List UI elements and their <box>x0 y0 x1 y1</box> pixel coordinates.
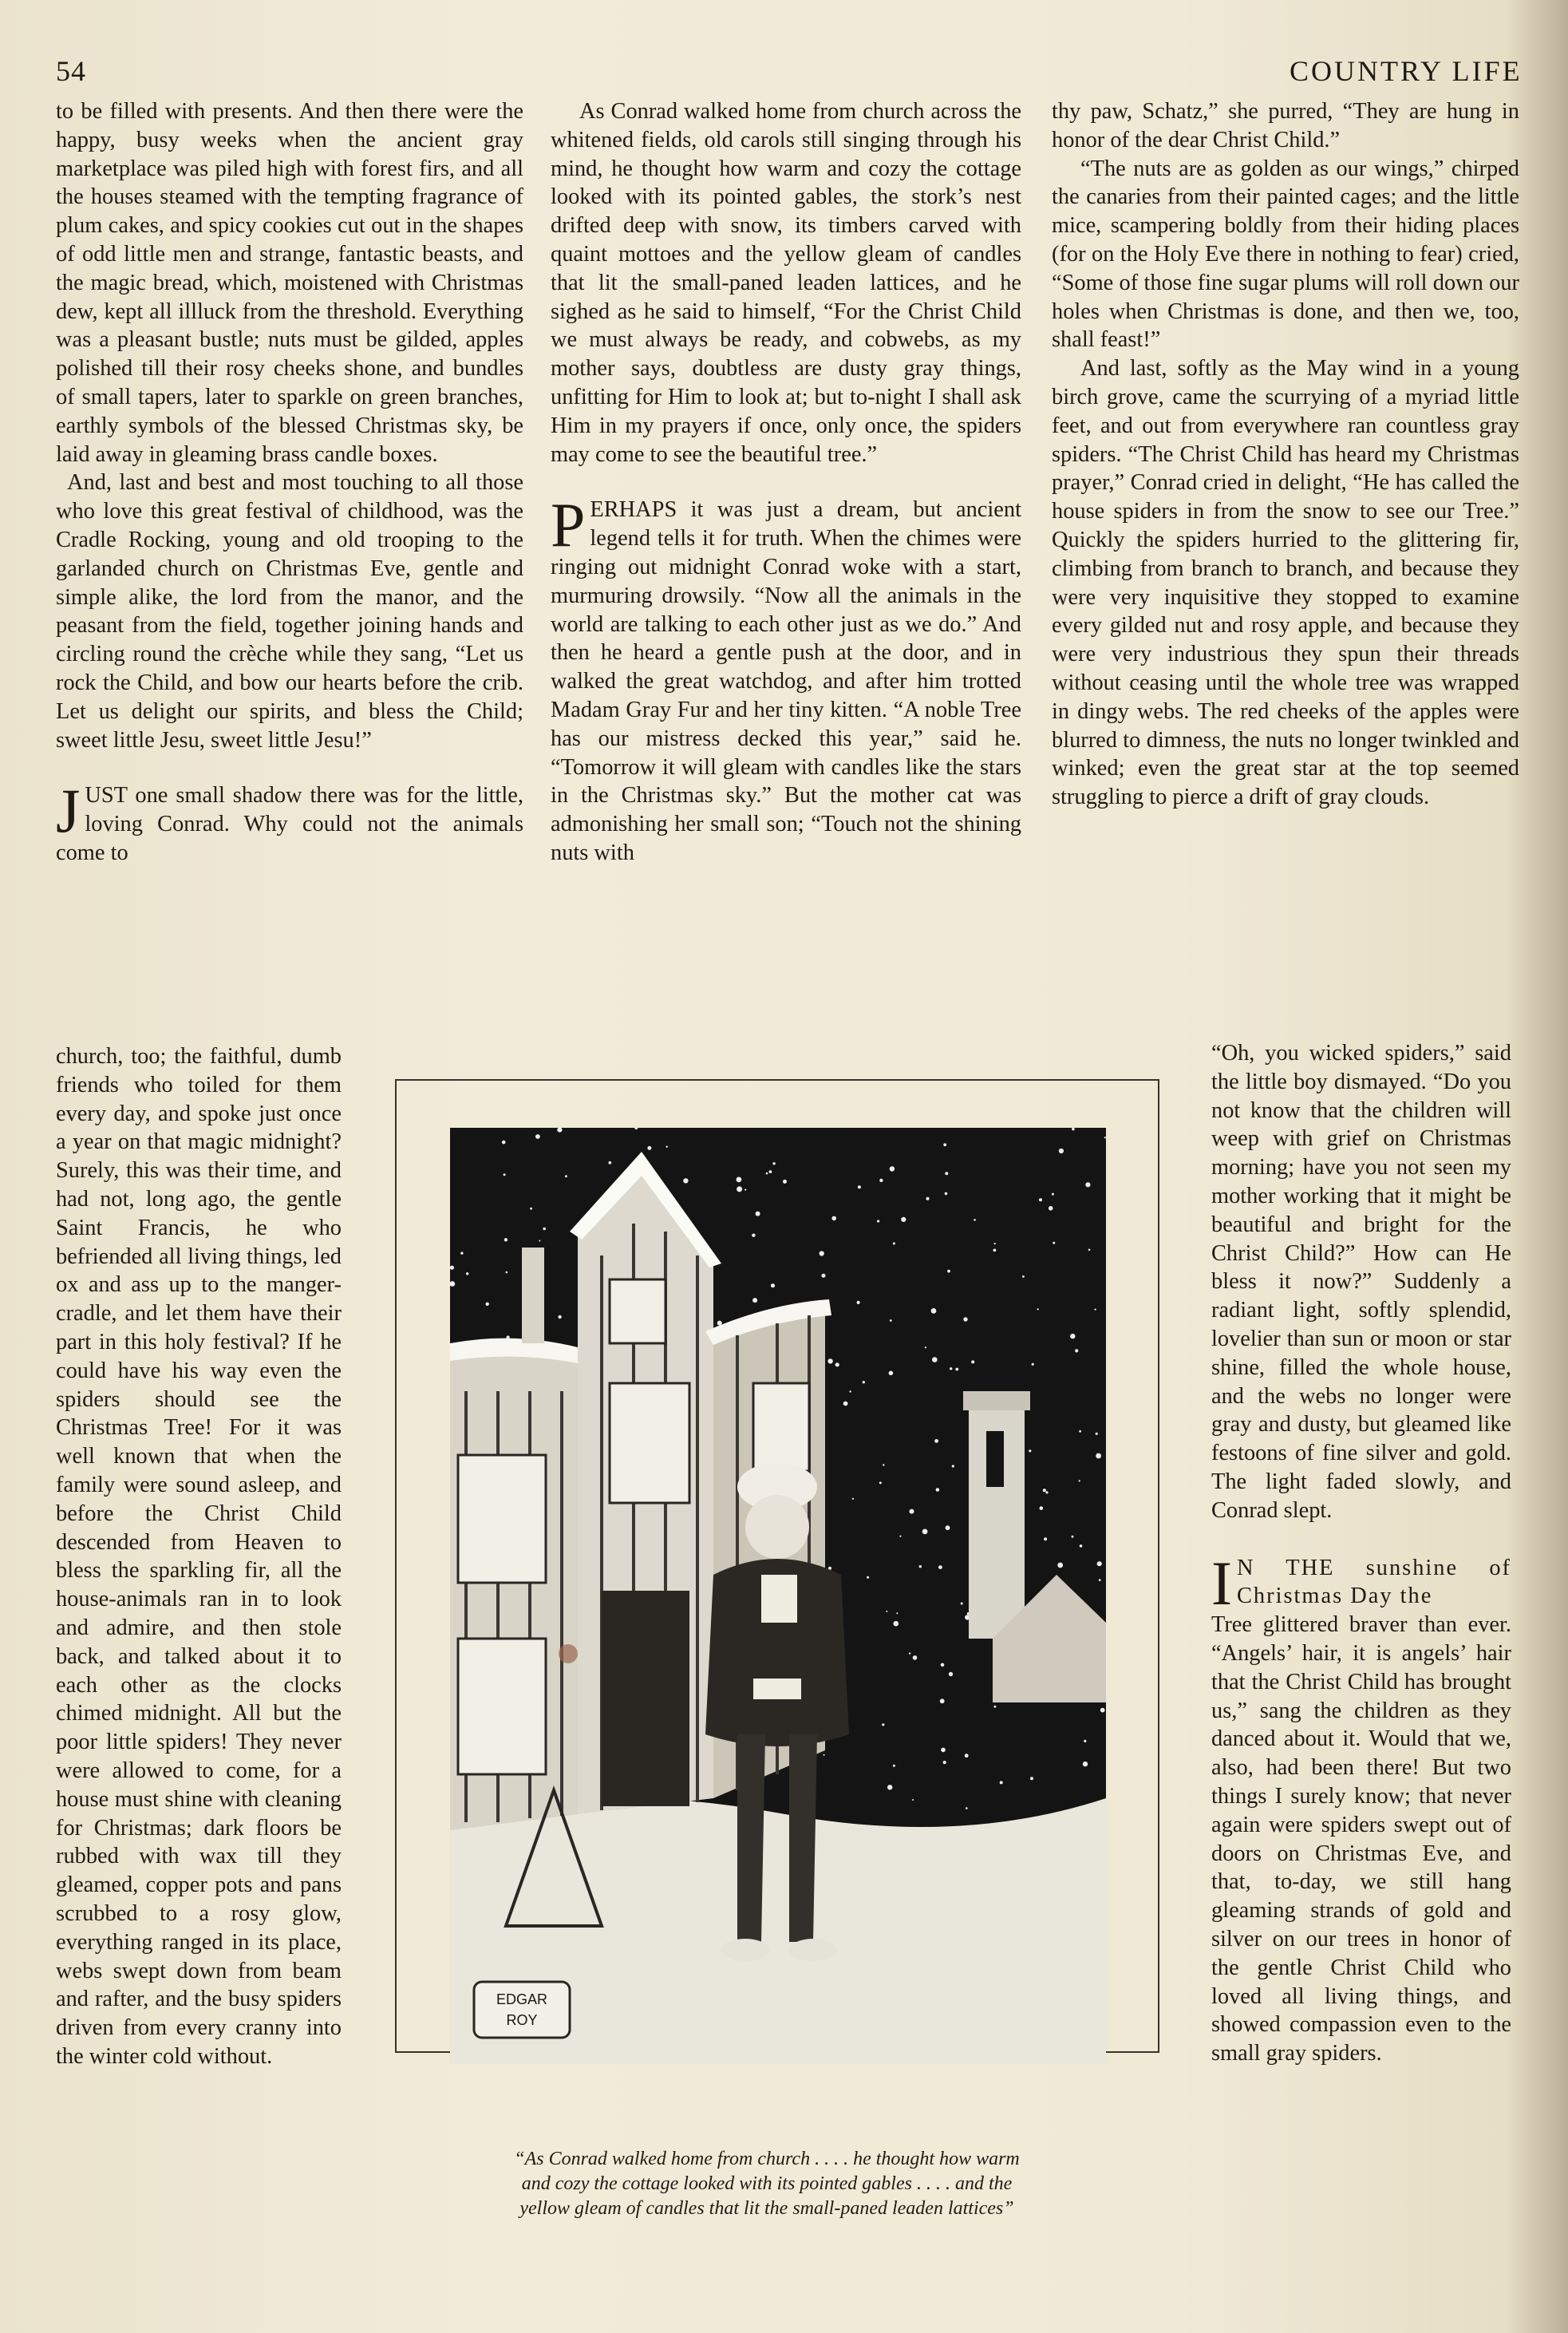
snowflake <box>889 1371 894 1376</box>
snowflake <box>1043 1489 1046 1492</box>
snowflake <box>1085 1182 1090 1187</box>
snowflake <box>783 1180 787 1184</box>
snowflake <box>993 1249 997 1252</box>
snowflake <box>966 1807 968 1809</box>
caption-line: yellow gleam of candles that lit the small-paned leaden lattices” <box>519 2198 1014 2219</box>
magazine-title: COUNTRY LIFE <box>1290 55 1523 87</box>
snowflake <box>565 1175 567 1177</box>
snowflake <box>941 1663 945 1667</box>
snowflake <box>994 1243 996 1244</box>
snowflake <box>877 1220 879 1222</box>
snowflake <box>504 1173 506 1176</box>
snowflake <box>666 1146 668 1148</box>
snowflake <box>558 1315 561 1319</box>
snowflake <box>947 1270 950 1273</box>
snowflake <box>852 1498 854 1500</box>
paragraph-text: ERHAPS it was just a dream, but ancient legend tells it for truth. When the chimes were ringing out midnight Conrad woke with a start, murmuring drowsily. “Now all the animals in the world are talking to each other just as we do.” And then he heard a gentle push at the door, and in walked the great watchdog, and after him trotted Madam Gray Fur and her tiny kitten. “A noble Tree has our mistress decked this year,” said he. “Tomorrow it will gleam with candles like the stars in the Christmas sky.” But the mother cat was admonishing her small son; “Touch not the shining nuts with <box>551 497 1021 865</box>
snowflake <box>683 1178 688 1183</box>
snowflake <box>466 1272 468 1275</box>
snowflake <box>771 1283 775 1287</box>
snowflake <box>831 1216 836 1221</box>
snowflake <box>460 1252 463 1254</box>
snowflake <box>647 1146 651 1150</box>
column-1-top <box>56 97 523 868</box>
snowflake <box>1032 1363 1034 1366</box>
snowflake <box>913 1655 918 1660</box>
snowflake <box>608 1161 611 1165</box>
column-1-narrow <box>56 1042 342 2071</box>
snowflake <box>486 1303 489 1306</box>
snowflake <box>506 1271 508 1274</box>
snowflake <box>931 1308 937 1314</box>
paragraph: “The nuts are as golden as our wings,” chirped the canaries from their painted cages; and the little mice, scampering boldly from their hiding places (for on the Holy Eve there in nothing to fear) cried, “Some of those fine sugar plums will roll down our holes when Christmas is done, and then we, too, shall feast!” <box>1052 156 1519 353</box>
snowflake <box>1084 1740 1086 1742</box>
snowflake <box>717 1321 722 1326</box>
snowflake <box>945 1172 948 1175</box>
column-2 <box>551 97 1021 868</box>
snowflake <box>1100 1708 1105 1713</box>
snowflake <box>863 1381 865 1383</box>
snowflake <box>936 1488 940 1492</box>
snowflake <box>769 1170 772 1173</box>
snowflake <box>539 1240 540 1242</box>
paragraph: And last, softly as the May wind in a young birch grove, came the scurrying of a myriad little feet, and out from everywhere ran countless gray spiders. “The Christ Child has heard my Christmas prayer,” Conrad cried in delight, “He has called the house spiders in from the snow to see our Tree.” Quickly the spiders hurried to the glittering fir, climbing from branch to branch, and because they were very inquisitive they stopped to examine every gilded nut and rosy apple, and because they were very industrious they spun their threads without ceasing until the whole tree was wrapped in dingy webs. The red cheeks of the apples were blurred to dimness, the nuts no longer twinkled and winked; even the great star at the top seemed struggling to pierce a drift of gray clouds. <box>1052 356 1519 810</box>
snowflake <box>737 1177 742 1183</box>
snowflake <box>827 1358 832 1363</box>
snowflake <box>1070 1334 1075 1339</box>
snowflake <box>879 1481 882 1484</box>
snowflake <box>893 1765 895 1767</box>
paragraph-text: N THE sunshine of Christmas Day the <box>1236 1555 1511 1609</box>
page-number: 54 <box>56 55 86 87</box>
snowflake <box>1088 1249 1091 1252</box>
snowflake <box>1037 1308 1039 1310</box>
snowflake <box>1080 1544 1083 1548</box>
snowflake <box>843 1402 848 1406</box>
snowflake <box>772 1162 775 1165</box>
snowflake <box>899 1536 901 1537</box>
snowflake <box>756 1212 760 1216</box>
snowflake <box>530 1208 532 1210</box>
snowflake <box>949 1672 953 1676</box>
paragraph-dropcap <box>551 490 1021 867</box>
paragraph: “Oh, you wicked spiders,” said the little boy dismayed. “Do you not know that the children will weep with grief on Christmas morning; have you not seen my mother working that it might be beautiful and bright for the Christ Child?” How can He bless it now?” Suddenly a radiant light, softly splendid, lovelier than sun or moon or star shine, filled the whole house, and the webs no longer were gray and dusty, but gleamed like festoons of fine silver and gold. The light faded slowly, and Conrad slept. <box>1211 1041 1511 1523</box>
snowflake <box>922 1529 928 1535</box>
winter-scene-image <box>450 1128 1106 2064</box>
snowflake <box>886 1611 887 1612</box>
snowflake <box>1039 1198 1042 1201</box>
snowflake <box>1099 1579 1101 1581</box>
snowflake <box>943 1761 946 1764</box>
column-3-narrow <box>1211 1039 1511 2068</box>
snowflake <box>961 1603 963 1605</box>
snowflake <box>1104 1137 1106 1138</box>
snowflake <box>1029 1449 1031 1452</box>
artist-signature-line1: EDGAR <box>496 1991 548 2007</box>
snowflake <box>858 1185 861 1188</box>
snowflake <box>543 1228 546 1231</box>
snowflake <box>965 1754 969 1758</box>
paragraph-dropcap <box>1211 1548 1511 1618</box>
snowflake <box>535 1134 540 1139</box>
snowflake <box>752 1234 755 1237</box>
paragraph: Tree glittered braver than ever. “Angels’ hair, it is angels’ hair that the Christ Child has brought us,” sang the children as they danced about it. Would that we, also, had been there! But two things I surely know; that never again were spiders swept out of doors on Christmas Eve, and that, to-day, we still hang gleaming strands of gold and silver on our trees in honor of the gentle Christ Child who loved all living things, and showed compassion even to the small gray spiders. <box>1211 1612 1511 2066</box>
snowflake <box>896 1612 898 1614</box>
snowflake <box>910 1509 914 1514</box>
snowflake <box>894 1621 899 1627</box>
snowflake <box>1000 1781 1003 1784</box>
paragraph: church, too; the faithful, dumb friends who toiled for them every day, and spoke just once a year on that magic midnight? Surely, this was their time, and had not, long ago, the gentle Saint Francis, he who befriended all living things, led ox and ass up to the manger-cradle, and let them have their part in this holy festival? If he could have his way even the spiders should see the Christmas Tree! For it was well known that when the family were sound asleep, and before the Christ Child descended from Heaven to bless the sparkling fir, all the house-animals ran in to look and admire, and then stole back, and talked about it to each other as the clocks chimed midnight. All but the poor little spiders! They never were allowed to come, for a house must shine with cleaning for Christmas; dark floors be rubbed with wax till they gleamed, copper pots and pans scrubbed to a rosy glow, everything ranged in its place, webs swept down from beam and rafter, and the busy spiders driven from every cranny into the winter cold without. <box>56 1044 342 2069</box>
snowflake <box>1059 1149 1064 1153</box>
snowflake <box>925 1346 926 1348</box>
snowflake <box>994 1706 997 1708</box>
paragraph-text: UST one small shadow there was for the little, loving Conrad. Why could not the animals come to <box>56 783 523 865</box>
snowflake <box>934 1439 938 1443</box>
snowflake <box>1057 1563 1063 1568</box>
illustration-woodcut <box>450 1128 1106 2064</box>
snowflake <box>1072 1536 1074 1538</box>
snowflake <box>822 1274 826 1278</box>
drop-cap: P <box>551 490 586 560</box>
artist-signature-line2: ROY <box>506 2012 538 2028</box>
snowflake <box>1045 1491 1048 1493</box>
snowflake <box>1097 1561 1102 1566</box>
snowflake <box>974 1219 976 1221</box>
snowflake <box>901 1217 906 1222</box>
snowflake <box>919 1565 922 1568</box>
snowflake <box>945 1192 948 1196</box>
drop-cap: J <box>56 776 81 846</box>
snowflake <box>1079 1430 1081 1433</box>
snowflake <box>887 1785 892 1789</box>
snowflake <box>450 1266 454 1270</box>
snowflake <box>1030 1777 1033 1780</box>
snowflake <box>1083 1762 1088 1766</box>
snowflake <box>943 1143 946 1146</box>
snowflake <box>504 1238 508 1241</box>
snowflake <box>867 1576 869 1579</box>
snowflake <box>1096 1453 1101 1459</box>
snowflake <box>938 1565 942 1569</box>
caption-line: and cozy the cottage looked with its pointed gables . . . . and the <box>521 2173 1013 2194</box>
snowflake <box>950 1367 952 1370</box>
snowflake <box>971 1360 974 1363</box>
snowflake <box>1096 1433 1098 1435</box>
snowflake <box>835 1362 839 1366</box>
snowflake <box>823 1754 825 1756</box>
column-3-top <box>1052 97 1519 812</box>
snowflake <box>1095 1309 1096 1311</box>
snowflake <box>857 1301 860 1304</box>
snowflake <box>890 1319 892 1322</box>
snowflake <box>890 1166 895 1171</box>
paragraph: thy paw, Schatz,” she purred, “They are hung in honor of the dear Christ Child.” <box>1052 99 1519 152</box>
snowflake <box>766 1172 768 1175</box>
snowflake <box>883 1464 884 1465</box>
snowflake <box>1044 1537 1047 1540</box>
paragraph: to be filled with presents. And then there were the happy, busy weeks when the ancient gray marketplace was piled high with forest firs, and all the houses steamed with the tempting fragrance of plum cakes, and spicy cookies cut out in the shapes of odd little men and strange, fantastic beasts, and the magic bread, which, moistened with Christmas dew, kept all illluck from the threshold. Everything was a pleasant bustle; nuts must be gilded, apples polished till their rosy cheeks shone, and bundles of small tapers, later to sparkle on green branches, earthly symbols of the blessed Christmas sky, be laid away in gleaming brass candle boxes. <box>56 99 523 467</box>
snowflake <box>1075 1349 1078 1352</box>
snowflake <box>820 1251 824 1255</box>
snowflake <box>912 1799 914 1801</box>
snowflake <box>1053 1242 1055 1244</box>
drop-cap: I <box>1211 1548 1232 1618</box>
snowflake <box>752 1298 757 1303</box>
snowflake <box>1079 1480 1080 1481</box>
snowflake <box>1022 1275 1025 1278</box>
illustration-caption <box>435 2147 1099 2221</box>
snowflake <box>932 1357 938 1362</box>
snowflake <box>940 1698 945 1703</box>
snowflake <box>952 1465 954 1467</box>
snowflake <box>963 1317 967 1321</box>
paper-stain <box>559 1644 578 1663</box>
snowflake <box>893 1243 895 1245</box>
paragraph: And, last and best and most touching to all those who love this great festival of childhood, was the Cradle Rocking, young and old trooping to the garlanded church on Christmas Eve, gentle and simple alike, the lord from the manor, and the peasant from the field, together joining hands and circling round the crèche while they sang, “Let us rock the Child, and bow our hearts before the crib. Let us delight our spirits, and bless the Child; sweet little Jesu, sweet little Jesu!” <box>56 470 523 753</box>
snowflake <box>941 1748 946 1753</box>
snowflake <box>909 1652 910 1654</box>
paragraph: As Conrad walked home from church across the whitened fields, old carols still singing through his mind, he thought how warm and cozy the cottage looked with its pointed gables, the stork’s nest drifted deep with snow, its timbers carved with quaint mottoes and the yellow gleam of candles that lit the small-paned leaden lattices, and he sighed as he said to himself, “For the Christ Child we must always be ready, and cobwebs, as my mother says, doubtless are dusty gray things, unfitting for Him to look at; but to-night I shall ask Him in my prayers if once, only once, the spiders may come to see the beautiful tree.” <box>551 99 1021 467</box>
snowflake <box>849 1390 851 1392</box>
snowflake <box>926 1197 929 1200</box>
snowflake <box>946 1525 950 1530</box>
snowflake <box>882 1723 884 1726</box>
snowflake <box>879 1179 883 1182</box>
snowflake <box>1040 1506 1044 1510</box>
snowflake <box>737 1186 742 1192</box>
snowflake <box>1052 1193 1054 1196</box>
snowflake <box>745 1189 746 1191</box>
paragraph-dropcap <box>56 776 523 867</box>
snowflake <box>502 1141 506 1145</box>
snowflake <box>1049 1206 1053 1211</box>
caption-line: “As Conrad walked home from church . . . . he thought how warm <box>514 2149 1020 2169</box>
snowflake <box>955 1368 958 1371</box>
